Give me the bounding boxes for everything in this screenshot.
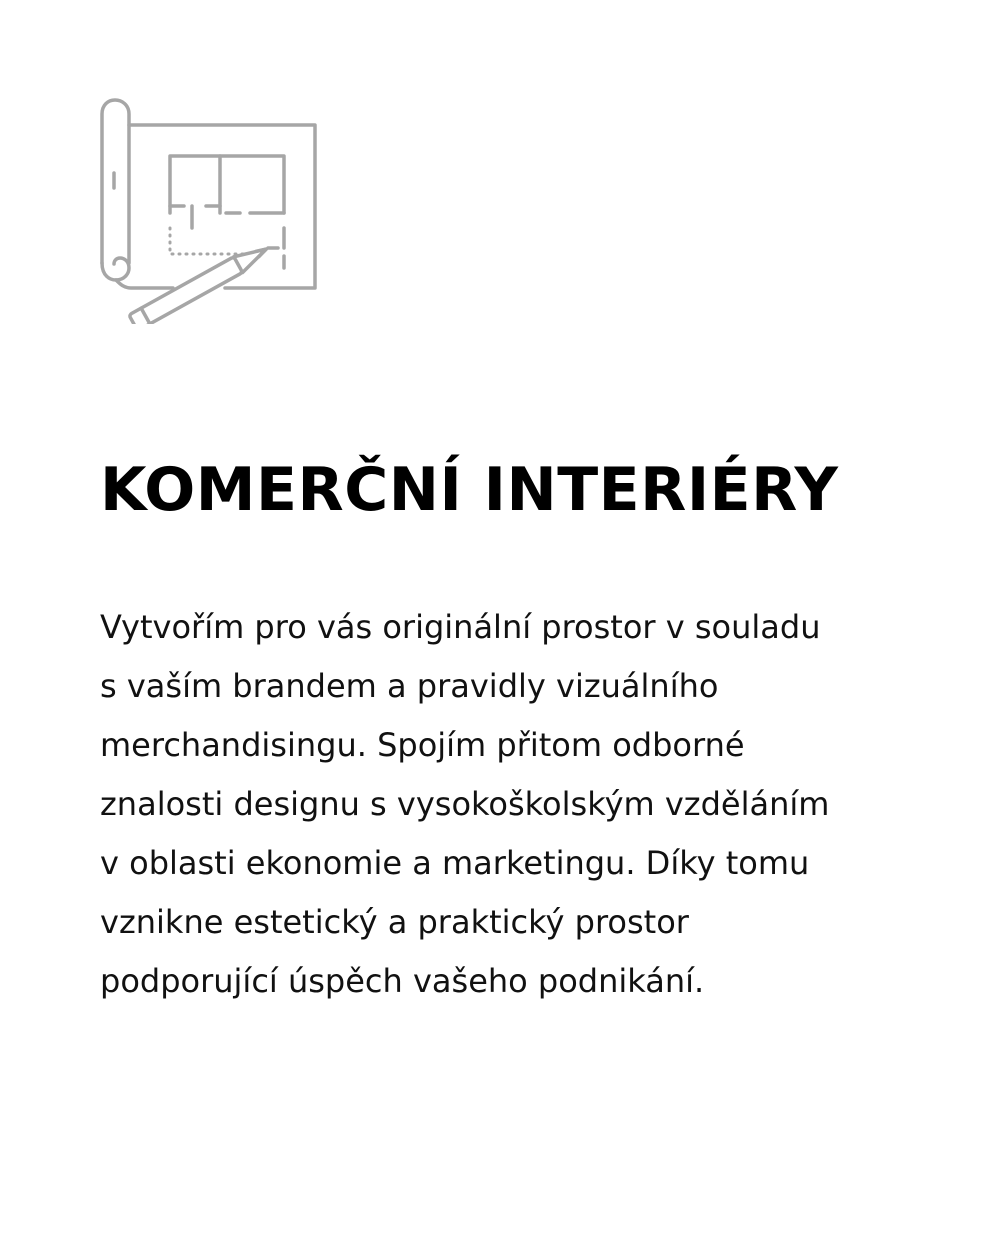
description-line: Vytvořím pro vás originální prostor v souladu (100, 608, 821, 646)
description-line: vznikne estetický a praktický prostor (100, 903, 689, 941)
description-line: s vaším brandem a pravidly vizuálního (100, 667, 719, 705)
description-line: znalosti designu s vysokoškolským vzděláním (100, 785, 830, 823)
description-line: v oblasti ekonomie a marketingu. Díky tomu (100, 844, 810, 882)
service-title: KOMERČNÍ INTERIÉRY (100, 455, 839, 525)
description-line: podporující úspěch vašeho podnikání. (100, 962, 705, 1000)
service-description (100, 598, 910, 1011)
description-line: merchandisingu. Spojím přitom odborné (100, 726, 745, 764)
blueprint-with-pencil-icon (98, 98, 320, 324)
